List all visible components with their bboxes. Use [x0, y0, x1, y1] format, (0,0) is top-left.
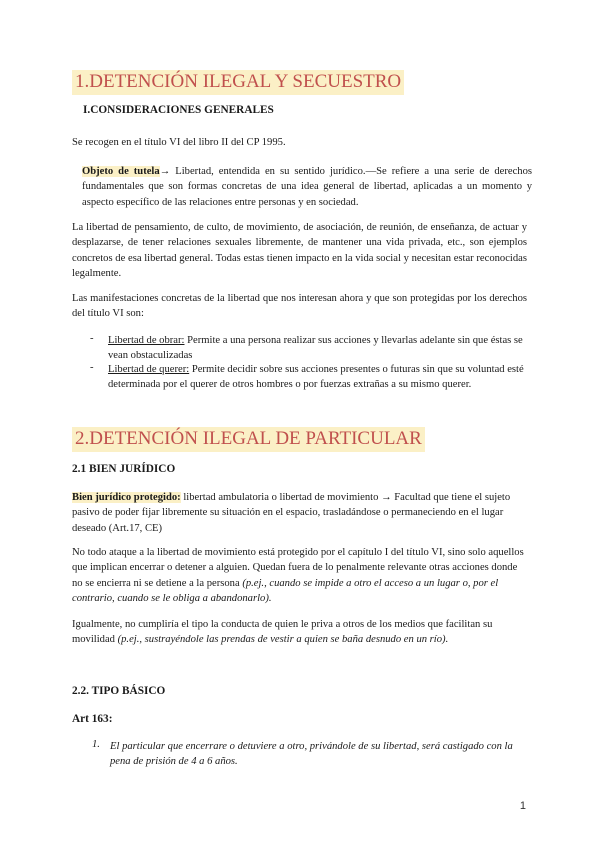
section2-heading: 2.DETENCIÓN ILEGAL DE PARTICULAR [72, 427, 425, 452]
libertad-paragraph: La libertad de pensamiento, de culto, de movimiento, de asociación, de reunión, de enseñanza, de actuar y desplazarse, de tener relaciones sexuales libremente, de mantener una vida privada, etc., son ejemplos concretos de esa libertad general. Todas estas tienen impacto en la vida social y necesitan estar reconocidas legalmente. [72, 222, 527, 279]
intro-paragraph: Se recogen en el título VI del libro II del CP 1995. [72, 137, 286, 148]
list-bullet: - [90, 362, 94, 373]
tipo-basico-subheading: 2.2. TIPO BÁSICO [72, 685, 166, 697]
objeto-tutela-text: → Libertad, entendida en su sentido jurídico.—Se refiere a una serie de derechos fundamentales que son formas concretas de una idea general de libertad, aplicadas a un momento y aspecto específico de las relaciones entre personas y en sociedad. [82, 166, 533, 208]
list-item-querer [108, 362, 528, 393]
article-item-text: El particular que encerrare o detuviere a otro, privándole de su libertad, será castigado con la pena de prisión de 4 a 6 años. [110, 741, 513, 768]
list-item-label: Libertad de obrar: [108, 335, 185, 346]
list-item-text: Permite a una persona realizar sus acciones y llevarlas adelante sin que éstas se vean obstaculizadas [108, 335, 523, 362]
bien-juridico-subheading: 2.1 BIEN JURÍDICO [72, 463, 176, 475]
ataque-paragraph [72, 545, 527, 606]
objeto-tutela-label: Objeto de tutela [82, 166, 160, 177]
igualmente-paragraph [72, 617, 527, 648]
list-item-obrar [108, 333, 528, 364]
list-item-label: Libertad de querer: [108, 364, 190, 375]
bien-juridico-paragraph [72, 490, 527, 536]
page-number: 1 [519, 800, 526, 812]
list-bullet: - [90, 333, 94, 344]
section1-subheading: I.CONSIDERACIONES GENERALES [83, 104, 274, 116]
ataque-text: No todo ataque a la libertad de movimiento está protegido por el capítulo I del título VI, sino solo aquellos que implican encerrar o detener a alguien. Quedan fuera de lo penalmente relevante otras acciones donde no se encierra ni se detiene a la persona [72, 547, 524, 589]
manifestaciones-paragraph: Las manifestaciones concretas de la libertad que nos interesan ahora y que son protegidas por los derechos del título VI son: [72, 293, 527, 320]
list-item-text: Permite decidir sobre sus acciones presentes o futuras sin que su voluntad esté determinada por el querer de otros hombres o por fuerzas extrañas a su mismo querer. [108, 364, 524, 391]
section1-heading: 1.DETENCIÓN ILEGAL Y SECUESTRO [72, 70, 404, 95]
ataque-example: (p.ej., cuando se impide a otro el acceso a un lugar o, por el contrario, cuando se le obliga a abandonarlo). [72, 577, 499, 604]
igualmente-example: (p.ej., sustrayéndole las prendas de vestir a quien se baña desnudo en un río). [117, 634, 449, 646]
bien-juridico-label: Bien jurídico protegido: [72, 492, 181, 503]
article-label: Art 163: [72, 713, 113, 725]
objeto-tutela-paragraph [82, 164, 532, 210]
bien-juridico-text: libertad ambulatoria o libertad de movimiento → Facultad que tiene el sujeto pasivo de poder fijar libremente su situación en el espacio, trasladándose o permaneciendo en el lugar deseado (Art.17, CE) [72, 492, 511, 534]
igualmente-text: Igualmente, no cumpliría el tipo la conducta de quien le priva a otros de los medios que facilitan su movilidad [72, 619, 493, 646]
article-item-number: 1. [92, 739, 100, 750]
